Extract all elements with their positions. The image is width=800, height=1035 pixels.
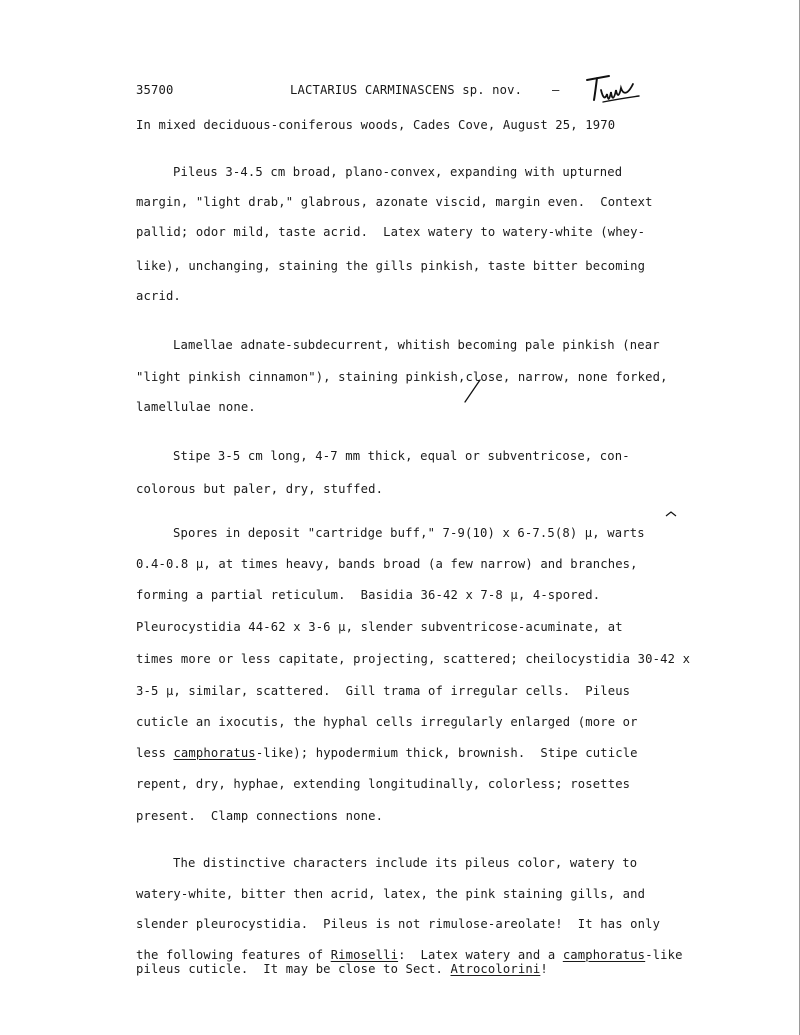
text-span: ! xyxy=(540,962,548,976)
handwritten-initials xyxy=(583,70,643,110)
spores-line-10: present. Clamp connections none. xyxy=(136,809,384,823)
text-span: the following features of xyxy=(136,948,331,962)
lamellae-line-2: "light pinkish cinnamon"), staining pinkish,close, narrow, none forked, xyxy=(136,370,668,384)
underlined-camphoratus: camphoratus xyxy=(173,746,256,760)
species-title xyxy=(290,82,522,98)
pileus-line-2: margin, "light drab," glabrous, azonate viscid, margin even. Context xyxy=(136,195,653,209)
species-status: sp. nov. xyxy=(462,83,523,97)
title-dash: – xyxy=(552,83,560,97)
text-span: -like xyxy=(645,948,683,962)
text-span: pileus cuticle. It may be close to Sect. xyxy=(136,962,451,976)
handwritten-insertion-mark xyxy=(462,378,482,404)
lamellae-line-1: Lamellae adnate-subdecurrent, whitish becoming pale pinkish (near xyxy=(173,338,660,352)
text-span: less xyxy=(136,746,174,760)
spores-line-8 xyxy=(136,745,638,761)
spores-line-1: Spores in deposit "cartridge buff," 7-9(10) x 6-7.5(8) μ, warts xyxy=(173,526,645,540)
lamellae-line-3: lamellulae none. xyxy=(136,400,256,414)
spores-line-2: 0.4-0.8 μ, at times heavy, bands broad (a few narrow) and branches, xyxy=(136,557,638,571)
spores-line-6: 3-5 μ, similar, scattered. Gill trama of irregular cells. Pileus xyxy=(136,684,631,698)
text-span: -like); hypodermium thick, brownish. Stipe cuticle xyxy=(255,746,638,760)
underlined-rimoselli: Rimoselli xyxy=(330,948,399,962)
pileus-line-5: acrid. xyxy=(136,289,181,303)
text-span: : Latex watery and a xyxy=(398,948,563,962)
pileus-line-1: Pileus 3-4.5 cm broad, plano-convex, expanding with upturned xyxy=(173,165,623,179)
pileus-line-4: like), unchanging, staining the gills pinkish, taste bitter becoming xyxy=(136,259,646,273)
notes-line-2: watery-white, bitter then acrid, latex, the pink staining gills, and xyxy=(136,887,646,901)
species-name: LACTARIUS CARMINASCENS xyxy=(290,83,463,97)
underlined-atrocolorini: Atrocolorini xyxy=(450,962,541,976)
handwritten-tick-mark xyxy=(664,510,678,518)
notes-line-1: The distinctive characters include its pileus color, watery to xyxy=(173,856,638,870)
stipe-line-1: Stipe 3-5 cm long, 4-7 mm thick, equal or subventricose, con- xyxy=(173,449,630,463)
spores-line-9: repent, dry, hyphae, extending longitudinally, colorless; rosettes xyxy=(136,777,631,791)
underlined-camphoratus: camphoratus xyxy=(562,948,646,962)
spores-line-4: Pleurocystidia 44-62 x 3-6 μ, slender subventricose-acuminate, at xyxy=(136,620,623,634)
spores-line-5: times more or less capitate, projecting, scattered; cheilocystidia 30-42 x xyxy=(136,652,691,666)
notes-line-5 xyxy=(136,961,548,977)
stipe-line-2: colorous but paler, dry, stuffed. xyxy=(136,482,384,496)
notes-line-3: slender pleurocystidia. Pileus is not rimulose-areolate! It has only xyxy=(136,917,661,931)
specimen-number: 35700 xyxy=(136,83,174,97)
spores-line-7: cuticle an ixocutis, the hyphal cells irregularly enlarged (more or xyxy=(136,715,638,729)
collection-location: In mixed deciduous-coniferous woods, Cades Cove, August 25, 1970 xyxy=(136,118,616,132)
spores-line-3: forming a partial reticulum. Basidia 36-42 x 7-8 μ, 4-spored. xyxy=(136,588,601,602)
pileus-line-3: pallid; odor mild, taste acrid. Latex watery to watery-white (whey- xyxy=(136,225,646,239)
